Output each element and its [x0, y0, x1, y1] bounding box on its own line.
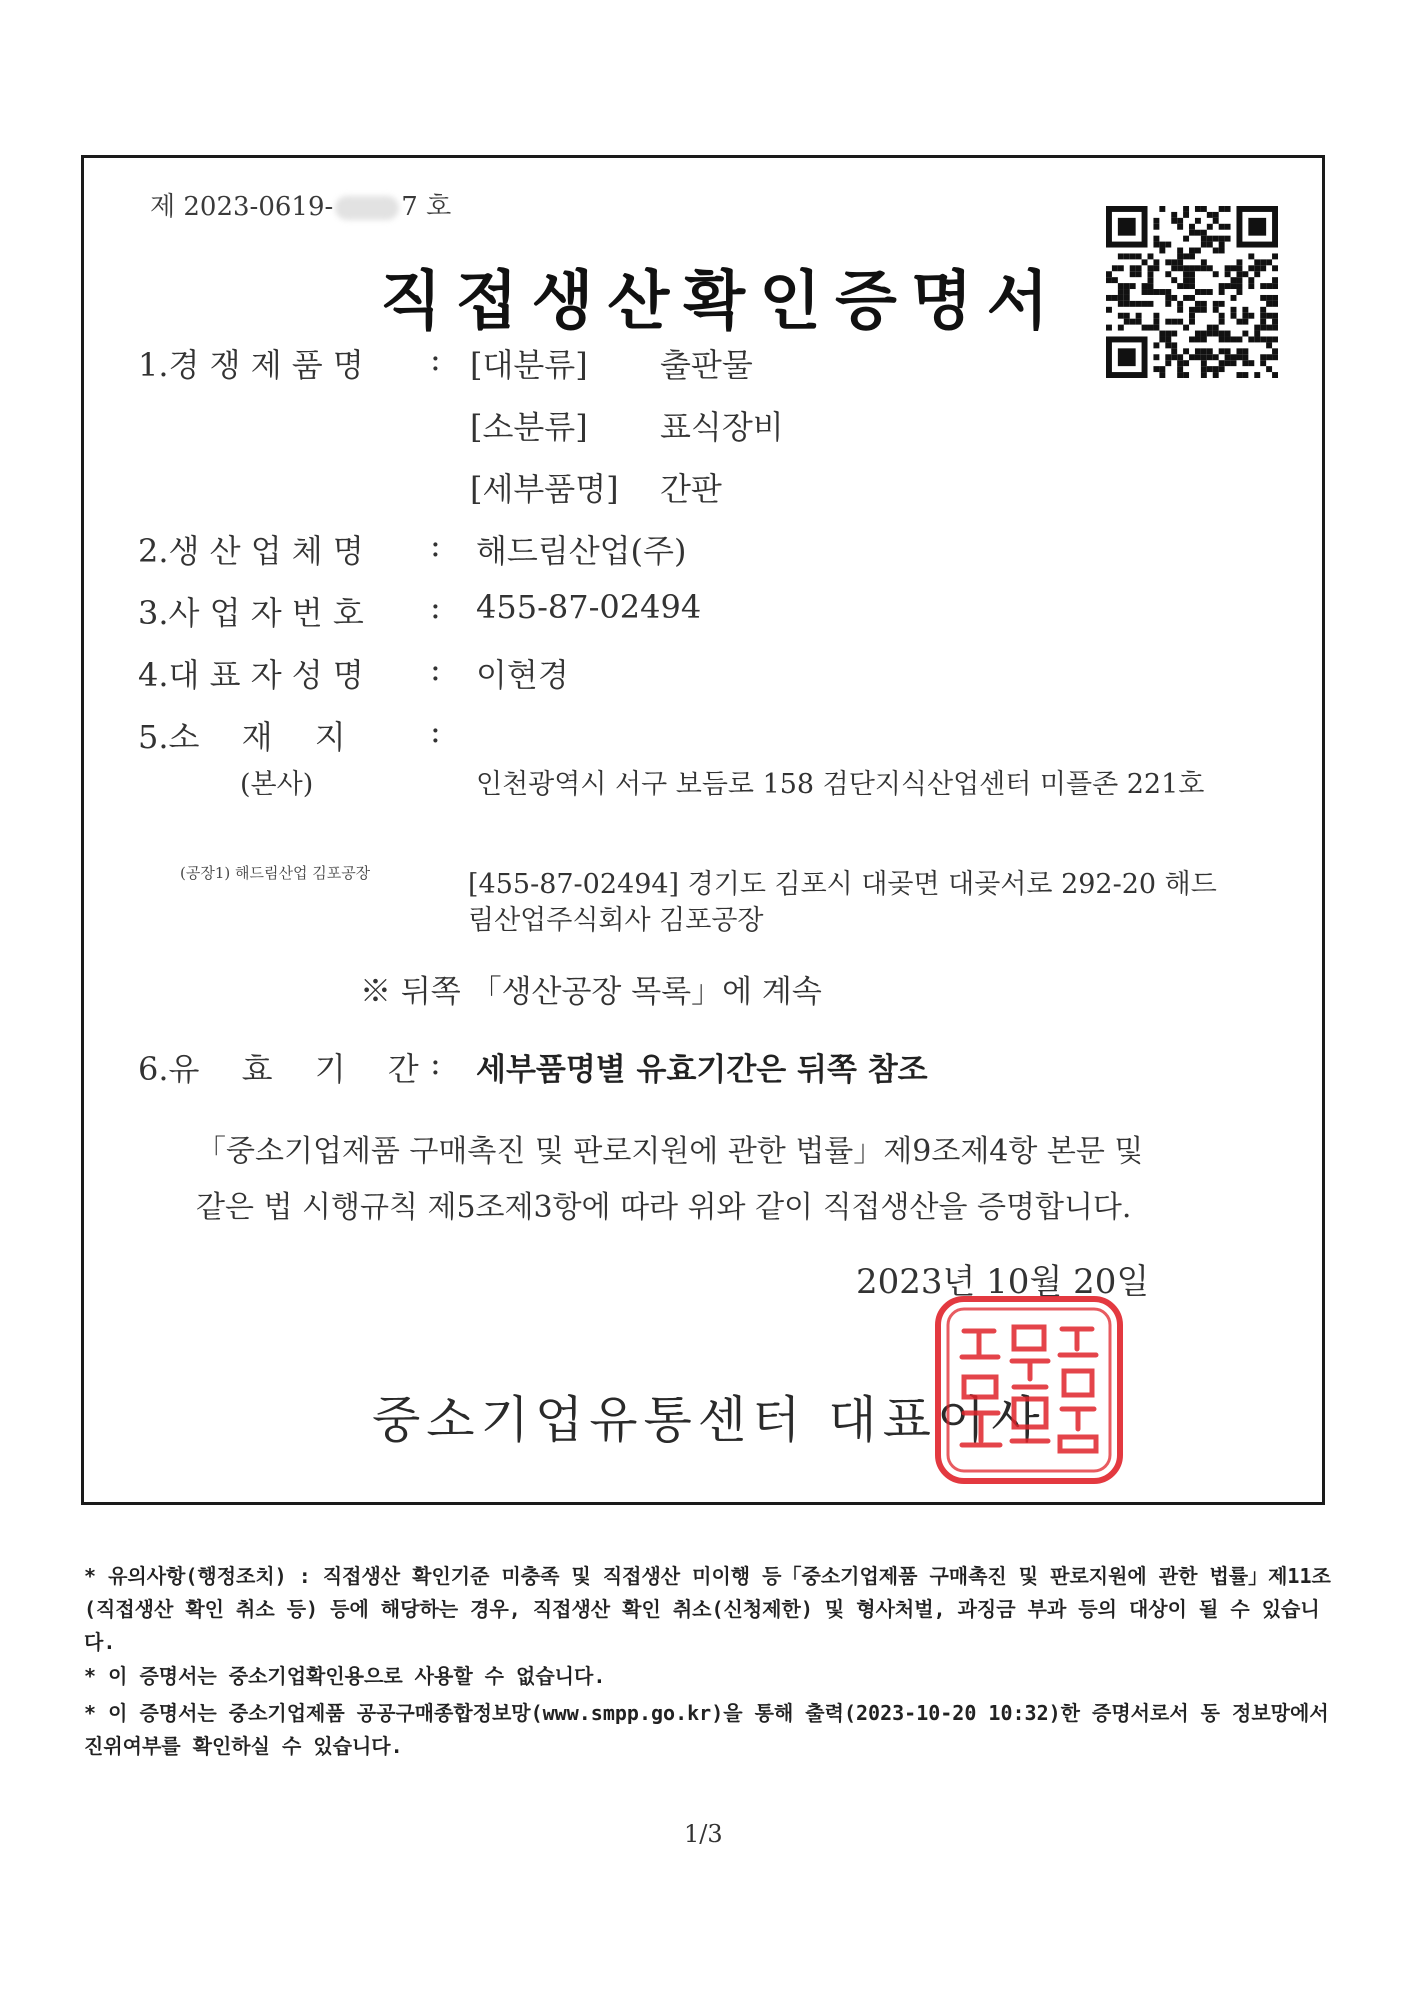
location-colon: : [430, 712, 441, 750]
validity-label: 6.유 효 기 간 [138, 1050, 419, 1088]
cert-no-prefix: 제 2023-0619- [150, 192, 334, 222]
bizno-colon: : [430, 588, 441, 626]
bizno-label: 3.사 업 자 번 호 [138, 594, 364, 632]
page-title: 직접생산확인증명서 [380, 265, 1063, 339]
validity-colon: : [430, 1044, 441, 1082]
validity-value: 세부품명별 유효기간은 뒤쪽 참조 [476, 1052, 928, 1088]
minor-tag: [소분류] [470, 408, 588, 446]
law-text-line1: 「중소기업제품 구매촉진 및 판로지원에 관한 법률」제9조제4항 본문 및 [196, 1134, 1144, 1169]
certificate-number [150, 186, 451, 223]
issuer-name: 중소기업유통센터 대표이사 [372, 1391, 1046, 1449]
official-seal-icon [934, 1295, 1124, 1485]
maker-label: 2.생 산 업 체 명 [138, 532, 364, 570]
detail-value: 간판 [660, 470, 722, 508]
notice-item: * 유의사항(행정조치) : 직접생산 확인기준 미충족 및 직접생산 미이행 등「중소기업제품 구매촉진 및 판로지원에 관한 법률」제11조(직접생산 확인 취소 등) 등에 해당하는 경우, 직접생산 확인 취소(신청제한) 및 형사처벌, 과징금 부과 등의 대상이 될 수 있습니다. [84, 1564, 1331, 1654]
product-label: 1.경 쟁 제 품 명 [138, 346, 364, 384]
page-number: 1/3 [684, 1820, 723, 1848]
qr-code-icon [1106, 206, 1278, 378]
hq-address: 인천광역시 서구 보듬로 158 검단지식산업센터 미플존 221호 [476, 769, 1205, 800]
law-text-line2: 같은 법 시행규칙 제5조제3항에 따라 위와 같이 직접생산을 증명합니다. [196, 1190, 1132, 1225]
notice-item: * 이 증명서는 중소기업확인용으로 사용할 수 없습니다. [84, 1664, 606, 1688]
ceo-colon: : [430, 650, 441, 688]
factory-address-line1: [455-87-02494] 경기도 김포시 대곶면 대곶서로 292-20 해드 [468, 869, 1217, 900]
location-label: 5.소 재 지 [138, 718, 346, 756]
factory-tag: (공장1) 해드림산업 김포공장 [180, 864, 371, 882]
masked-digits [335, 196, 399, 220]
bizno-value: 455-87-02494 [476, 588, 702, 626]
product-colon: : [430, 340, 441, 378]
issue-date: 2023년 10월 20일 [856, 1262, 1150, 1302]
ceo-value: 이현경 [476, 656, 569, 694]
maker-colon: : [430, 526, 441, 564]
detail-tag: [세부품명] [470, 470, 619, 508]
major-tag: [대분류] [470, 346, 588, 384]
factory-address-line2: 림산업주식회사 김포공장 [468, 905, 764, 936]
ceo-label: 4.대 표 자 성 명 [138, 656, 364, 694]
continued-notice: ※ 뒤쪽 「생산공장 목록」에 계속 [360, 974, 822, 1010]
maker-value: 해드림산업(주) [476, 532, 687, 570]
notice-item: * 이 증명서는 중소기업제품 공공구매종합정보망(www.smpp.go.kr)을 통해 출력(2023-10-20 10:32)한 증명서로서 동 정보망에서 진위여부를 확인하실 수 있습니다. [84, 1701, 1329, 1758]
hq-tag: (본사) [240, 769, 314, 800]
major-value: 출판물 [660, 346, 753, 384]
minor-value: 표식장비 [660, 408, 784, 446]
cert-no-suffix: 7 호 [401, 192, 452, 222]
